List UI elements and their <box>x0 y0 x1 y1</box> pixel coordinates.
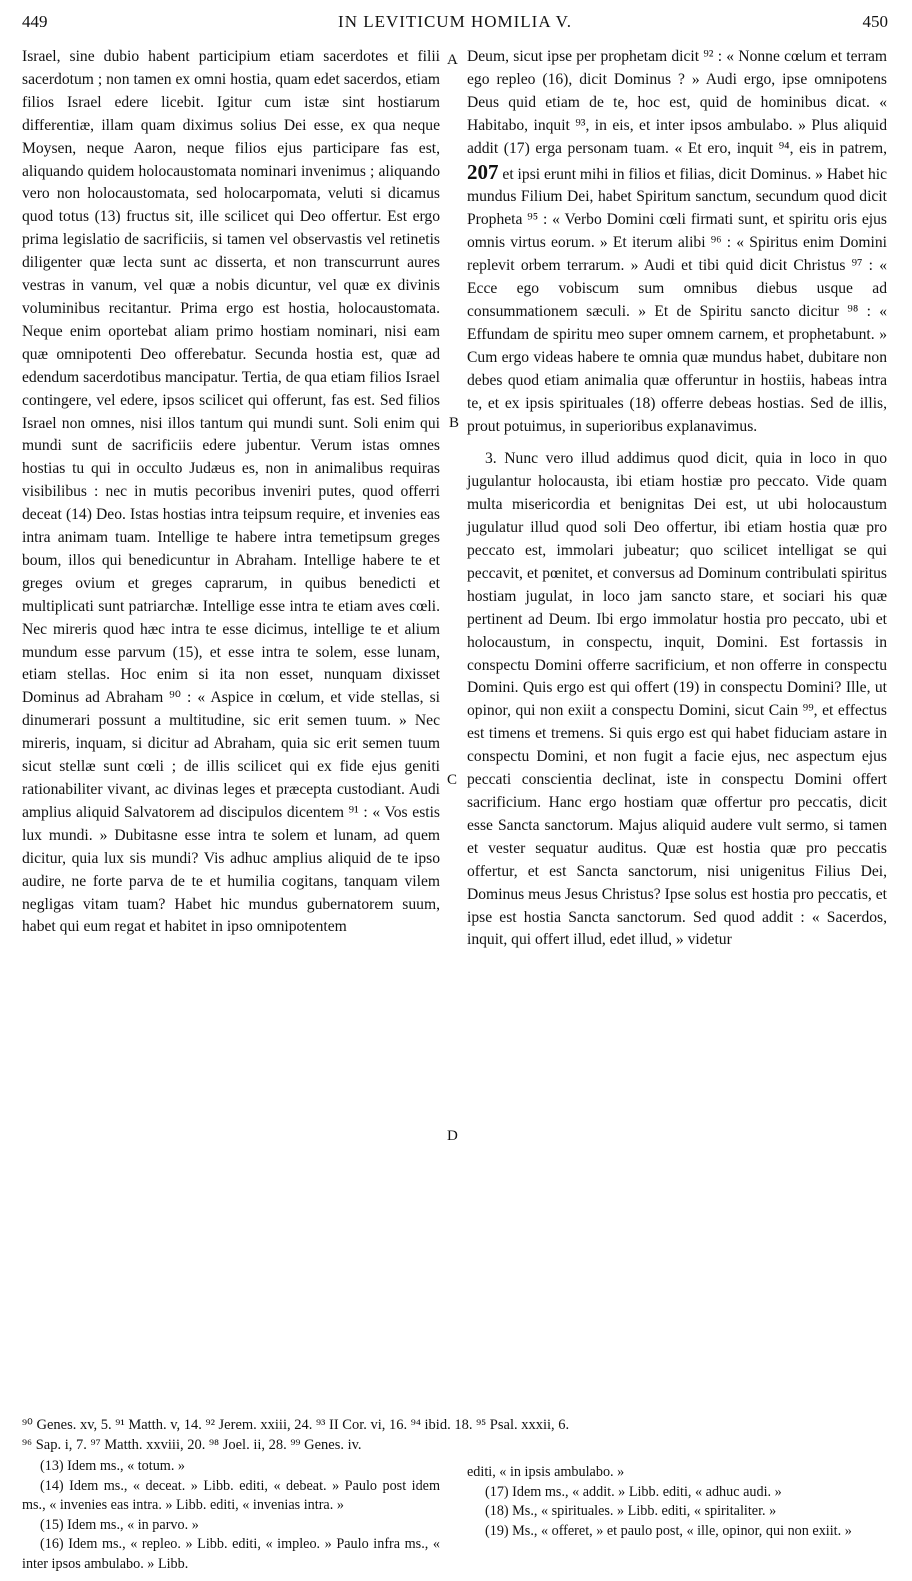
page-number-left: 449 <box>22 12 48 31</box>
margin-marker-a: A <box>447 52 458 68</box>
running-header <box>22 8 888 38</box>
note-19: (19) Ms., « offeret, » et paulo post, « ille, opinor, qui non exiit. » <box>485 1522 852 1539</box>
note-15: (15) Idem ms., « in parvo. » <box>40 1516 199 1533</box>
note-13: (13) Idem ms., « totum. » <box>40 1458 186 1474</box>
note-16: (16) Idem ms., « repleo. » Libb. editi, « impleo. » Paulo infra ms., « inter ipsos ambulabo. » Libb. <box>22 1536 440 1572</box>
margin-marker-b: B <box>449 415 460 431</box>
left-column-text: Israel, sine dubio habent participium etiam sacerdotes et filii sacerdotum ; non tamen ex omni hostia, quam edet sacerdos, etiam filios Israel edere licebit. Igitur cum istæ sint hostiarum differentiæ, illam quam diximus solius Dei esse, ex qua neque Moysen, neque Aaron, neque filios ejus participare fas est, aliquando quidem holocaustomata nominari invenimus ; aliquando vero non holocaustomata, sed holocarpomata, veluti si dicamus quod totus (13) fructus sit, ille scilicet qui Deo offertur. Est ergo prima legislatio de sacrificiis, si tamen vel observastis vel retinetis diligenter quæ lecta sunt ac disserta, et non transcurrunt aures vestras in vanum, vel quæ a nobis dicuntur, vel quæ ex divinis voluminibus recitantur. Prima ergo est hostia, holocaustomata. Neque enim oportebat aliam primo hostiam nominari, nisi eam quæ omnipotenti Deo offerebatur. Secunda hostia est, quæ ad edendum sacerdotibus mancipatur. Tertia, de qua etiam filios Israel contingere, vel edere, ipsos scilicet qui offerunt, fas est. Sed filios Israel non omnes, nisi illos tantum qui mundi sunt. Soli enim qui mundi sunt de sacrificiis edere jubentur. Verum istas omnes hostias tu qui in occulto Judæus es, non in animalibus requiras visibilibus : nec in mutis pecoribus inveniri putes, quod offerri deceat (14) Deo. Istas hostias intra teipsum require, et invenies eas intra animam tuam. Intellige te habere intra temetipsum greges boum, illos qui benedicuntur in Abraham. Intellige habere te et greges ovium et greges caprarum, in quibus benedicti et multiplicati sunt patriarchæ. Intellige esse intra te etiam aves cœli. Nec mireris quod hæc intra te esse dicimus, intellige te et alium mundum esse parvum (15), et esse intra te solem, esse lunam, etiam stellas. Hoc enim si ita non esset, nunquam dixisset Dominus ad Abraham ⁹⁰ : « Aspice in cœlum, et vide stellas, si dinumerari possunt a multitudine, sic erit semen tuum. » Nec mireris, inquam, si dicitur ad Abraham, quia sic erit semen tuum sicut stellæ sunt cœli ; de illis scilicet qui ex fide ejus geniti rationabiliter vivant, ac divinas leges et præcepta custodiant. Audi amplius aliquid Salvatorem ad discipulos dicentem ⁹¹ : « Vos estis lux mundi. » Dubitasne esse intra te solem et lunam, ad quem dicitur, quia lux sis mundi? Vis adhuc amplius aliquid de te ipso audire, ne forte parva de te et humilia cogitans, tanquam vilem negligas vitam tuam? Habet hic mundus gubernatorem suum, habet qui eum regat et habitet in ipso omnipotentem <box>22 48 440 936</box>
notes-left <box>22 1457 440 1574</box>
note-14: (14) Idem ms., « deceat. » Libb. editi, « debeat. » Paulo post idem ms., « invenies eas intra. » Libb. editi, « invenias intra. » <box>22 1477 440 1513</box>
margin-marker-d: D <box>447 1128 458 1144</box>
left-column <box>22 46 440 939</box>
right-column-text-b: et ipsi erunt mihi in filios et filias, dicit Dominus. » Habet hic mundus Filium Dei, habet Spiritum sanctum, secundum quod dicit Propheta ⁹⁵ : « Verbo Domini cœli firmati sunt, et spiritu oris ejus omnis virtus eorum. » Et iterum alibi ⁹⁶ : « Spiritus enim Domini replevit orbem terrarum. » Audi et tibi quid dicit Christus ⁹⁷ : « Ecce ego vobiscum sum omnibus diebus usque ad consummationem sæculi. » Et de Spiritu sancto dicitur ⁹⁸ : « Effundam de spiritu meo super omnem carnem, et prophetabunt. » Cum ergo videas habere te omnia quæ mundus habet, dubitare non debes quod etiam animalia quæ offeruntur in hostiis, habeas intra te, et ex ipsis spirituales (18) offerre debeas hostias. Sed de illis, prout potuimus, in superioribus explanavimus. <box>467 165 887 435</box>
references-line-1: ⁹⁰ Genes. xv, 5. ⁹¹ Matth. v, 14. ⁹² Jerem. xxiii, 24. ⁹³ II Cor. vi, 16. ⁹⁴ ibid. 18. ⁹⁵ Psal. xxxii, 6. <box>22 1417 570 1433</box>
running-title: IN LEVITICUM HOMILIA V. <box>338 12 572 31</box>
note-17: (17) Idem ms., « addit. » Libb. editi, « adhuc audi. » <box>485 1483 782 1500</box>
note-16-continued: editi, « in ipsis ambulabo. » <box>467 1464 625 1480</box>
right-column-paragraph-1 <box>467 46 887 438</box>
scripture-references <box>22 1415 888 1455</box>
right-column-text-a: Deum, sicut ipse per prophetam dicit ⁹² : « Nonne cœlum et terram ego repleo (16), dicit Dominus ? » Audi ergo, ipse omnipotens Deus quid etiam de te, hoc est, quid de hominibus dicat. « Habitabo, inquit ⁹³, in eis, et inter ipsos ambulabo. » Plus aliquid addit (17) erga personam tuam. « Et ero, inquit ⁹⁴, eis in patrem, <box>467 48 887 157</box>
right-column <box>467 46 887 952</box>
margin-marker-c: C <box>447 772 458 788</box>
notes-right <box>467 1463 887 1541</box>
right-column-paragraph-2: 3. Nunc vero illud addimus quod dicit, quia in loco in quo jugulantur holocausta, ibi etiam hostiæ pro peccato. Vide quam multa misericordia et benignitas Dei est, ut ubi holocaustum jugulatur illud quod soli Deo offertur, ibi etiam hostia quæ pro peccato est, immolari jubeatur; quo scilicet intelligat se qui peccavit, et pœnitet, et conversus ad Dominum contribulati spiritus hostiam jugulat, in loco jam sancto stare, et sociari his quæ pertinent ad Deum. Ibi ergo immolatur hostia pro peccato, ubi et holocaustum, in conspectu, inquit, Domini. Est fortassis in conspectu Domini offerre sacrificium, et non offerre in conspectu Domini. Quis ergo est qui offert (19) in conspectu Domini? Ille, ut opinor, qui non exiit a conspectu Domini, sicut Cain ⁹⁹, et effectus est timens et tremens. Si quis ergo est qui habet fiduciam astare in conspectu Domini, et non fugit a facie ejus, nec aspectum ejus peccati conscientia declinat, iste in conspectu Domini offert sacrificium. Hanc ergo hostiam quæ offertur pro peccatis, dicit esse Sancta sanctorum. Majus aliquid audere vult sermo, si tamen et vester sequatur auditus. Quæ est hostia quæ pro peccatis offertur, et est Sancta sanctorum, nisi unigenitus Filius Dei, Dominus meus Jesus Christus? Ipse solus est hostia pro peccatis, et ipse est hostia Sancta sanctorum. Sed quod addit : « Sacerdos, inquit, qui offert illud, edet illud, » videtur <box>467 450 887 949</box>
references-line-2: ⁹⁶ Sap. i, 7. ⁹⁷ Matth. xxviii, 20. ⁹⁸ Joel. ii, 28. ⁹⁹ Genes. iv. <box>22 1437 362 1453</box>
note-18: (18) Ms., « spirituales. » Libb. editi, « spiritaliter. » <box>485 1503 777 1519</box>
fr-page-number: 207 <box>467 159 499 184</box>
page-number-right: 450 <box>862 12 888 31</box>
